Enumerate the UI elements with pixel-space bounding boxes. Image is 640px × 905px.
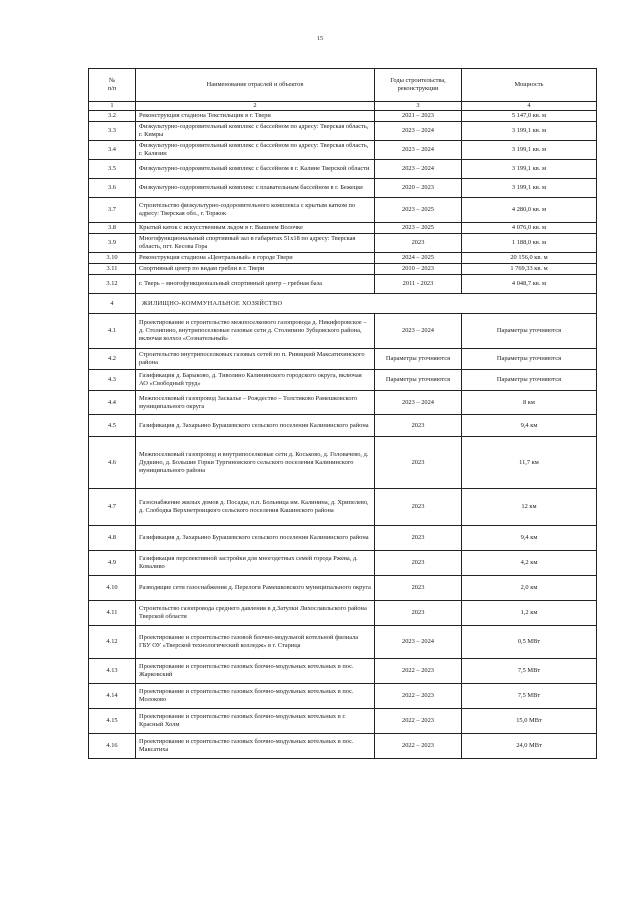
row-capacity: 3 199,1 кв. м xyxy=(462,122,597,141)
row-years: 2023 – 2024 xyxy=(375,626,462,659)
row-num: 4.9 xyxy=(89,551,136,576)
column-index-num: 1 xyxy=(89,102,136,111)
row-name: Крытый каток с искусственным льдом в г. Вышнем Волочке xyxy=(136,223,375,234)
row-num: 4.15 xyxy=(89,709,136,734)
table-row xyxy=(89,659,597,684)
row-name: Проектирование и строительство газовых блочно-модульных котельных в пос. Молоково xyxy=(136,684,375,709)
row-num: 4.12 xyxy=(89,626,136,659)
row-capacity: 4 280,0 кв. м xyxy=(462,198,597,223)
row-num: 3.7 xyxy=(89,198,136,223)
row-name: Реконструкция стадиона Текстильщик в г. Твери xyxy=(136,111,375,122)
row-num: 3.10 xyxy=(89,253,136,264)
row-years: 2023 – 2025 xyxy=(375,223,462,234)
section-row xyxy=(89,294,597,314)
row-num: 4.11 xyxy=(89,601,136,626)
row-years: 2023 xyxy=(375,576,462,601)
row-name: Проектирование и строительство газовой блочно-модульной котельной филиала ГБУ ОУ «Тверской технологический колледж» в г. Старица xyxy=(136,626,375,659)
table-row xyxy=(89,709,597,734)
header-name: Наименование отраслей и объектов xyxy=(136,69,375,102)
row-capacity: 24,0 МВт xyxy=(462,734,597,759)
row-capacity: 7,5 МВт xyxy=(462,684,597,709)
column-index-years: 3 xyxy=(375,102,462,111)
header-years: Годы строительства, реконструкции xyxy=(375,69,462,102)
row-name: Строительство газопровода среднего давления в д.Затулки Лихославльского района Тверской области xyxy=(136,601,375,626)
table-row xyxy=(89,370,597,391)
row-capacity: 1 769,33 кв. м xyxy=(462,264,597,275)
row-name: Проектирование и строительство межпоселкового газопровода д. Никифоровское – д. Столипино, внутрипоселковые газовые сети д. Столипино Зубцовского района, включая колхоз «Сознательный» xyxy=(136,314,375,349)
row-capacity: 9,4 км xyxy=(462,415,597,437)
row-num: 3.4 xyxy=(89,141,136,160)
row-years: 2024 – 2025 xyxy=(375,253,462,264)
row-num: 4.6 xyxy=(89,437,136,489)
row-num: 4.2 xyxy=(89,349,136,370)
table-row xyxy=(89,314,597,349)
row-years: 2023 xyxy=(375,601,462,626)
table-row xyxy=(89,253,597,264)
table-row xyxy=(89,626,597,659)
row-years: 2023 xyxy=(375,415,462,437)
row-name: г. Тверь – многофункциональный спортивный центр – гребная база xyxy=(136,275,375,294)
row-capacity: 0,5 МВт xyxy=(462,626,597,659)
row-num: 3.9 xyxy=(89,234,136,253)
row-capacity: 20 156,0 кв. м xyxy=(462,253,597,264)
row-years: 2023 xyxy=(375,489,462,526)
section-num: 4 xyxy=(89,294,136,314)
row-years: 2023 – 2025 xyxy=(375,198,462,223)
row-capacity: 4,2 км xyxy=(462,551,597,576)
row-capacity: 15,0 МВт xyxy=(462,709,597,734)
row-capacity: Параметры уточняются xyxy=(462,314,597,349)
row-name: Газификация д. Захарьино Бурашевского сельского поселения Калининского района xyxy=(136,415,375,437)
row-num: 3.3 xyxy=(89,122,136,141)
row-name: Спортивный центр по видам гребли в г. Твери xyxy=(136,264,375,275)
row-name: Многофункциональный спортивный зал в габаритах 51х18 по адресу: Тверская область, пгт. Кесова Гора xyxy=(136,234,375,253)
row-name: Газификация д. Барыково, д. Тиволино Калининского городского округа, включая АО «Свободный труд» xyxy=(136,370,375,391)
header-num: № п/п xyxy=(89,69,136,102)
table-row xyxy=(89,684,597,709)
row-num: 3.8 xyxy=(89,223,136,234)
row-years: 2023 – 2024 xyxy=(375,160,462,179)
table-row xyxy=(89,601,597,626)
table-row xyxy=(89,391,597,415)
column-index-row xyxy=(89,102,597,111)
table-header-row xyxy=(89,69,597,102)
row-num: 4.5 xyxy=(89,415,136,437)
row-name: Проектирование и строительство газовых блочно-модульных котельных в г. Красный Холм xyxy=(136,709,375,734)
row-name: Строительство физкультурно-оздоровительного комплекса с крытым катком по адресу: Тверская обл., г. Торжок xyxy=(136,198,375,223)
row-years: 2023 – 2024 xyxy=(375,391,462,415)
row-years: 2022 – 2023 xyxy=(375,709,462,734)
row-capacity: 12 км xyxy=(462,489,597,526)
row-capacity: 3 199,1 кв. м xyxy=(462,160,597,179)
table-row xyxy=(89,179,597,198)
row-years: Параметры уточняются xyxy=(375,370,462,391)
table-row xyxy=(89,223,597,234)
table-row xyxy=(89,437,597,489)
row-name: Газоснабжение жилых домов д. Посады, п.п. Больница им. Калинина, д. Хрипелево, д. Слободка Верхнетроицкого сельского поселения Кашинского района xyxy=(136,489,375,526)
row-capacity: 3 199,1 кв. м xyxy=(462,141,597,160)
row-capacity: 1 188,0 кв. м xyxy=(462,234,597,253)
row-name: Газификация перспективной застройки для многодетных семей города Ржева, д. Коваливо xyxy=(136,551,375,576)
row-num: 4.1 xyxy=(89,314,136,349)
page-number: 15 xyxy=(317,36,323,42)
row-name: Межпоселковый газопровод Заскалье – Рождество – Толстиково Рамешковского муниципального округа xyxy=(136,391,375,415)
row-capacity: 4 048,7 кв. м xyxy=(462,275,597,294)
table-row xyxy=(89,275,597,294)
header-capacity: Мощность xyxy=(462,69,597,102)
row-num: 3.12 xyxy=(89,275,136,294)
row-name: Реконструкция стадиона «Центральный» в городе Твери xyxy=(136,253,375,264)
row-num: 3.2 xyxy=(89,111,136,122)
row-capacity: 3 199,1 кв. м xyxy=(462,179,597,198)
row-num: 4.8 xyxy=(89,526,136,551)
row-years: 2023 – 2024 xyxy=(375,122,462,141)
row-name: Физкультурно-оздоровительный комплекс с бассейном по адресу: Тверская область, г. Кимры xyxy=(136,122,375,141)
row-years: 2011 - 2023 xyxy=(375,275,462,294)
row-capacity: 11,7 км xyxy=(462,437,597,489)
row-capacity: Параметры уточняются xyxy=(462,349,597,370)
table-row xyxy=(89,551,597,576)
table-row xyxy=(89,734,597,759)
row-years: 2023 xyxy=(375,551,462,576)
column-index-capacity: 4 xyxy=(462,102,597,111)
row-name: Газификация д. Захарьино Бурашевского сельского поселения Калининского района xyxy=(136,526,375,551)
row-num: 4.10 xyxy=(89,576,136,601)
row-name: Проектирование и строительство газовых блочно-модульных котельных в пос. Максатиха xyxy=(136,734,375,759)
table-row xyxy=(89,198,597,223)
table-row xyxy=(89,349,597,370)
row-years: 2021 – 2023 xyxy=(375,111,462,122)
row-years: 2022 – 2023 xyxy=(375,684,462,709)
table-row xyxy=(89,111,597,122)
row-years: Параметры уточняются xyxy=(375,349,462,370)
row-years: 2022 – 2023 xyxy=(375,659,462,684)
row-capacity: 7,5 МВт xyxy=(462,659,597,684)
row-num: 3.11 xyxy=(89,264,136,275)
row-years: 2022 – 2023 xyxy=(375,734,462,759)
row-name: Строительство внутрипоселковых газовых сетей по п. Ривицкий Максатихинского района xyxy=(136,349,375,370)
row-years: 2020 – 2023 xyxy=(375,179,462,198)
column-index-name: 2 xyxy=(136,102,375,111)
row-capacity: 9,4 км xyxy=(462,526,597,551)
row-capacity: 2,0 км xyxy=(462,576,597,601)
row-capacity: Параметры уточняются xyxy=(462,370,597,391)
table-row xyxy=(89,576,597,601)
row-years: 2023 – 2024 xyxy=(375,141,462,160)
objects-table xyxy=(88,68,597,759)
row-years: 2010 – 2023 xyxy=(375,264,462,275)
row-num: 4.4 xyxy=(89,391,136,415)
row-capacity: 1,2 км xyxy=(462,601,597,626)
table-row xyxy=(89,141,597,160)
row-years: 2023 xyxy=(375,526,462,551)
row-num: 4.16 xyxy=(89,734,136,759)
row-num: 4.13 xyxy=(89,659,136,684)
table-row xyxy=(89,160,597,179)
row-num: 3.5 xyxy=(89,160,136,179)
row-years: 2023 – 2024 xyxy=(375,314,462,349)
row-name: Межпоселковый газопровод и внутрипоселковые сети д. Коськово, д. Головачево, д. Дудкино, д. Большие Горки Тургиновского сельского поселения Калининского муниципального района xyxy=(136,437,375,489)
table-row xyxy=(89,415,597,437)
row-years: 2023 xyxy=(375,437,462,489)
row-num: 4.14 xyxy=(89,684,136,709)
table-row xyxy=(89,264,597,275)
row-name: Физкультурно-оздоровительный комплекс с плавательным бассейном в г. Бежецке xyxy=(136,179,375,198)
row-years: 2023 xyxy=(375,234,462,253)
row-name: Физкультурно-оздоровительный комплекс с бассейном в г. Калине Тверской области xyxy=(136,160,375,179)
row-capacity: 8 км xyxy=(462,391,597,415)
row-capacity: 4 076,0 кв. м xyxy=(462,223,597,234)
table-row xyxy=(89,122,597,141)
table-row xyxy=(89,526,597,551)
table-row xyxy=(89,489,597,526)
row-num: 4.7 xyxy=(89,489,136,526)
table-row xyxy=(89,234,597,253)
row-capacity: 5 147,0 кв. м xyxy=(462,111,597,122)
row-name: Физкультурно-оздоровительный комплекс с бассейном по адресу: Тверская область, г. Калязин xyxy=(136,141,375,160)
row-num: 3.6 xyxy=(89,179,136,198)
row-num: 4.3 xyxy=(89,370,136,391)
row-name: Проектирование и строительство газовых блочно-модульных котельных в пос. Жарковский xyxy=(136,659,375,684)
section-title: ЖИЛИЩНО-КОММУНАЛЬНОЕ ХОЗЯЙСТВО xyxy=(136,294,597,314)
row-name: Разводящие сети газоснабжения д. Перелоги Рамешковского муниципального округа xyxy=(136,576,375,601)
